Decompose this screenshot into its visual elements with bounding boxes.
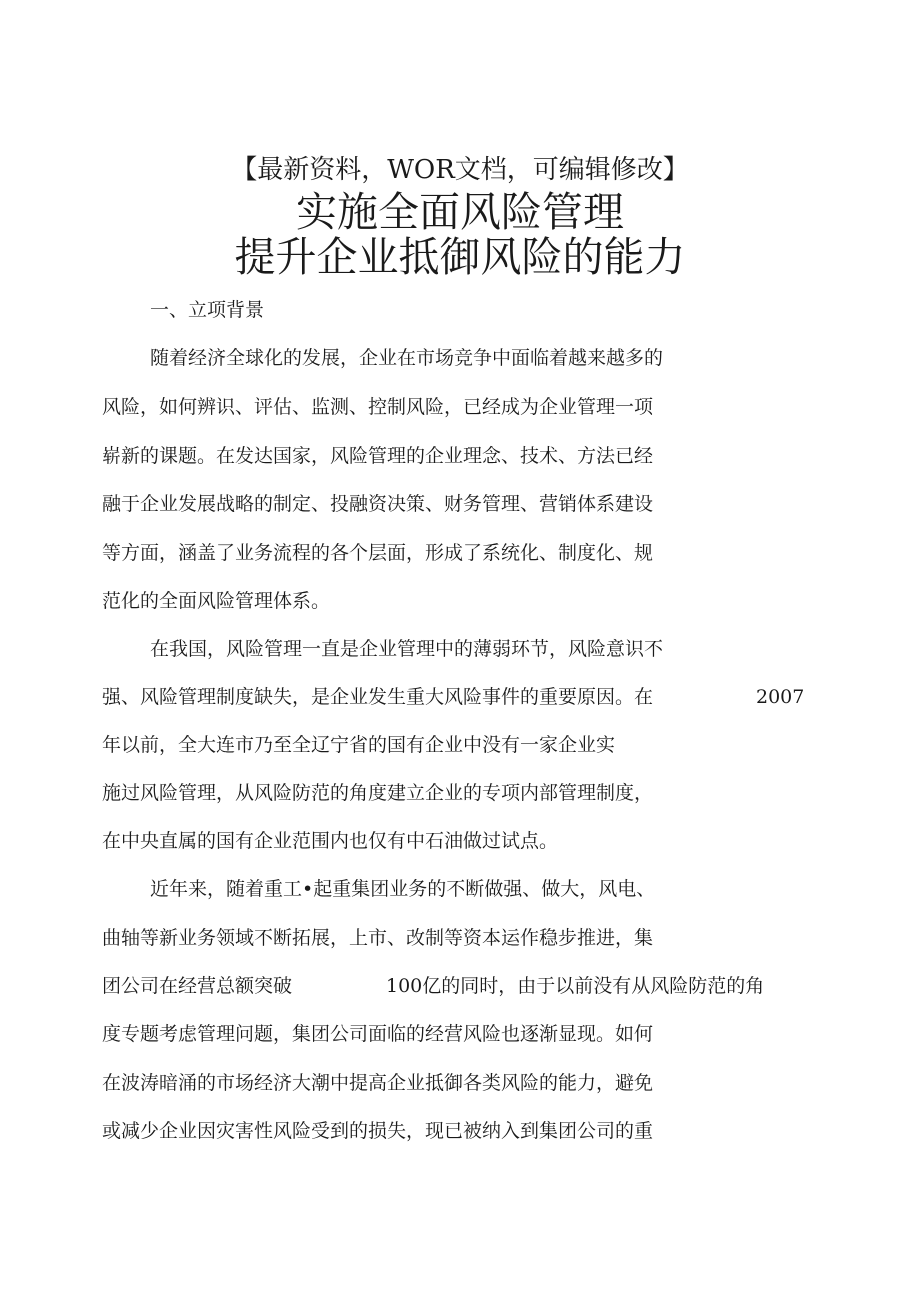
paragraph-3-line: 在波涛暗涌的市场经济大潮中提高企业抵御各类风险的能力，避免	[102, 1072, 654, 1094]
paragraph-2-line: 强、风险管理制度缺失，是企业发生重大风险事件的重要原因。在	[102, 686, 654, 708]
paragraph-1-line: 范化的全面风险管理体系。	[102, 590, 331, 612]
paragraph-1-line: 随着经济全球化的发展，企业在市场竞争中面临着越来越多的	[150, 347, 664, 369]
paragraph-2-year: 2007	[756, 686, 805, 708]
document-title-line-2: 提升企业抵御风险的能力	[234, 233, 686, 281]
paragraph-1-line: 风险，如何辨识、评估、监测、控制风险，已经成为企业管理一项	[102, 396, 654, 418]
paragraph-3-line: 100亿的同时，由于以前没有从风险防范的角	[386, 975, 765, 997]
paragraph-1-line: 崭新的课题。在发达国家，风险管理的企业理念、技术、方法已经	[102, 445, 654, 467]
paragraph-1-line: 等方面，涵盖了业务流程的各个层面，形成了系统化、制度化、规	[102, 542, 654, 564]
paragraph-3-line: 近年来，随着重工•起重集团业务的不断做强、做大，风电、	[150, 878, 656, 900]
paragraph-3-line: 或减少企业因灾害性风险受到的损失，现已被纳入到集团公司的重	[102, 1120, 654, 1142]
paragraph-3-line: 曲轴等新业务领域不断拓展，上市、改制等资本运作稳步推进，集	[102, 927, 654, 949]
paragraph-3-line: 度专题考虑管理问题，集团公司面临的经营风险也逐渐显现。如何	[102, 1023, 654, 1045]
paragraph-1-line: 融于企业发展战略的制定、投融资决策、财务管理、营销体系建设	[102, 493, 654, 515]
document-banner: 【最新资料，WOR文档，可编辑修改】	[231, 155, 689, 185]
section-heading: 一、立项背景	[150, 299, 265, 321]
paragraph-3-line: 团公司在经营总额突破	[102, 975, 293, 997]
paragraph-2-line: 在我国，风险管理一直是企业管理中的薄弱环节，风险意识不	[150, 638, 664, 660]
paragraph-2-line: 在中央直属的国有企业范围内也仅有中石油做过试点。	[102, 830, 559, 852]
paragraph-2-line: 年以前，全大连市乃至全辽宁省的国有企业中没有一家企业实	[102, 734, 616, 756]
document-title-line-1: 实施全面风险管理	[296, 188, 624, 236]
paragraph-2-line: 施过风险管理，从风险防范的角度建立企业的专项内部管理制度，	[102, 782, 654, 804]
